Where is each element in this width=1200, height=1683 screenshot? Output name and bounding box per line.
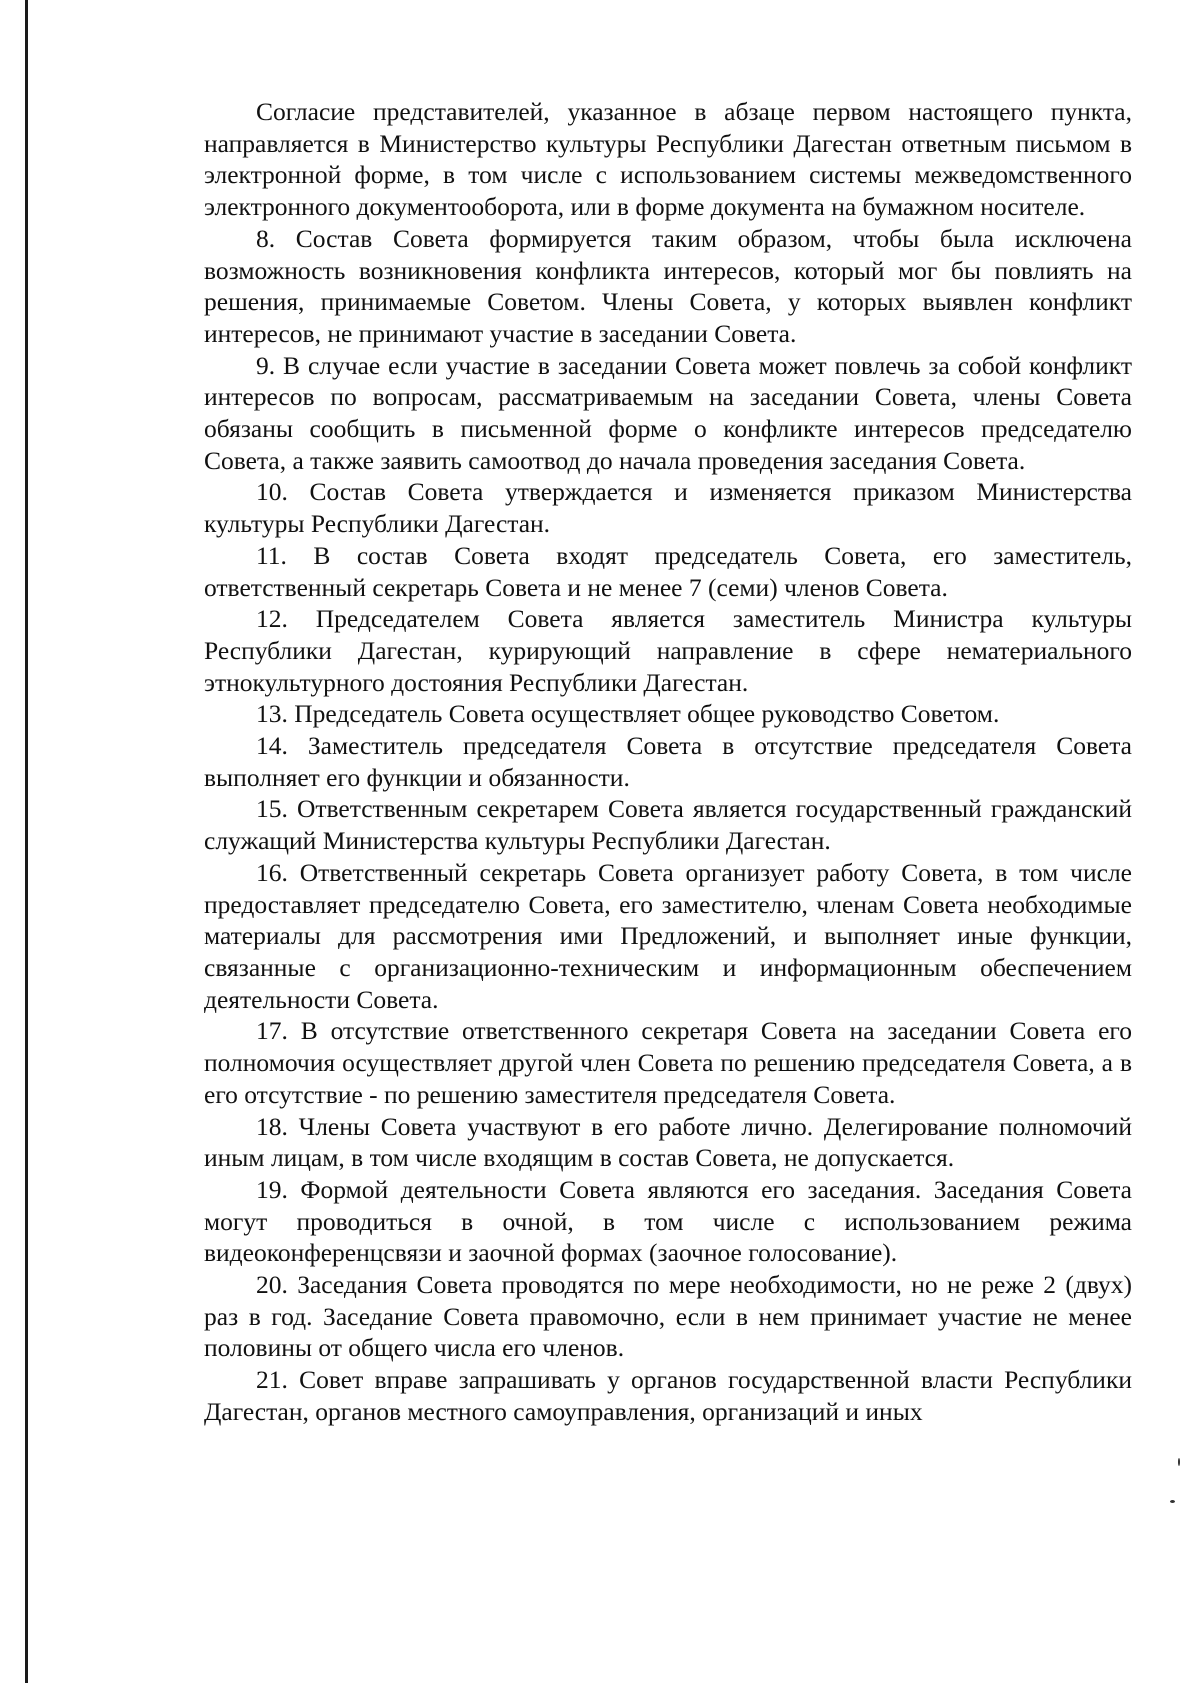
paragraph-13: 13. Председатель Совета осуществляет общее руководство Советом. bbox=[256, 699, 1000, 729]
paragraph-8: 8. Состав Совета формируется таким образом, чтобы была исключена возможность возникновения конфликта интересов, который мог бы повлиять на решения, принимаемые Советом. Члены Совета, у которых выявлен конфликт интересов, не принимают участие в заседании Совета. bbox=[204, 223, 1132, 348]
paragraph-16: 16. Ответственный секретарь Совета организует работу Совета, в том числе предоставляет председателю Совета, его заместителю, членам Совета необходимые материалы для рассмотрения ими Предложений, и выполняет иные функции, связанные с организационно-техническим и информационным обеспечением деятельности Совета. bbox=[204, 857, 1132, 1014]
scan-speck bbox=[1170, 1500, 1175, 1503]
scan-speck bbox=[1178, 1458, 1180, 1466]
paragraph-10: 10. Состав Совета утверждается и изменяется приказом Министерства культуры Республики Дагестан. bbox=[204, 477, 1132, 539]
paragraph-consent: Согласие представителей, указанное в абзаце первом настоящего пункта, направляется в Министерство культуры Республики Дагестан ответным письмом в электронной форме, в том числе с использованием системы межведомственного электронного документооборота, или в форме документа на бумажном носителе. bbox=[204, 97, 1132, 222]
paragraph-18: 18. Члены Совета участвуют в его работе лично. Делегирование полномочий иным лицам, в том числе входящим в состав Совета, не допускается. bbox=[204, 1111, 1132, 1173]
paragraph-11: 11. В состав Совета входят председатель Совета, его заместитель, ответственный секретарь Совета и не менее 7 (семи) членов Совета. bbox=[204, 540, 1132, 602]
paragraph-19: 19. Формой деятельности Совета являются его заседания. Заседания Совета могут проводиться в очной, в том числе с использованием режима видеоконференцсвязи и заочной формах (заочное голосование). bbox=[204, 1174, 1132, 1268]
paragraph-21: 21. Совет вправе запрашивать у органов государственной власти Республики Дагестан, органов местного самоуправления, организаций и иных bbox=[204, 1365, 1132, 1426]
paragraph-14: 14. Заместитель председателя Совета в отсутствие председателя Совета выполняет его функции и обязанности. bbox=[204, 731, 1132, 792]
paragraph-17: 17. В отсутствие ответственного секретаря Совета на заседании Совета его полномочия осуществляет другой член Совета по решению председателя Совета, а в его отсутствие - по решению заместителя председателя Совета. bbox=[204, 1016, 1132, 1109]
paragraph-9: 9. В случае если участие в заседании Совета может повлечь за собой конфликт интересов по вопросам, рассматриваемым на заседании Совета, члены Совета обязаны сообщить в письменной форме о конфликте интересов председателю Совета, а также заявить самоотвод до начала проведения заседания Совета. bbox=[204, 350, 1132, 475]
paragraph-12: 12. Председателем Совета является заместитель Министра культуры Республики Дагестан, курирующий направление в сфере нематериального этнокультурного достояния Республики Дагестан. bbox=[204, 604, 1132, 697]
scan-edge-line bbox=[25, 0, 28, 1683]
document-body bbox=[204, 96, 1132, 1428]
paragraph-20: 20. Заседания Совета проводятся по мере необходимости, но не реже 2 (двух) раз в год. Заседание Совета правомочно, если в нем принимает участие не менее половины от общего числа его членов. bbox=[204, 1270, 1132, 1363]
paragraph-15: 15. Ответственным секретарем Совета является государственный гражданский служащий Министерства культуры Республики Дагестан. bbox=[204, 794, 1132, 856]
